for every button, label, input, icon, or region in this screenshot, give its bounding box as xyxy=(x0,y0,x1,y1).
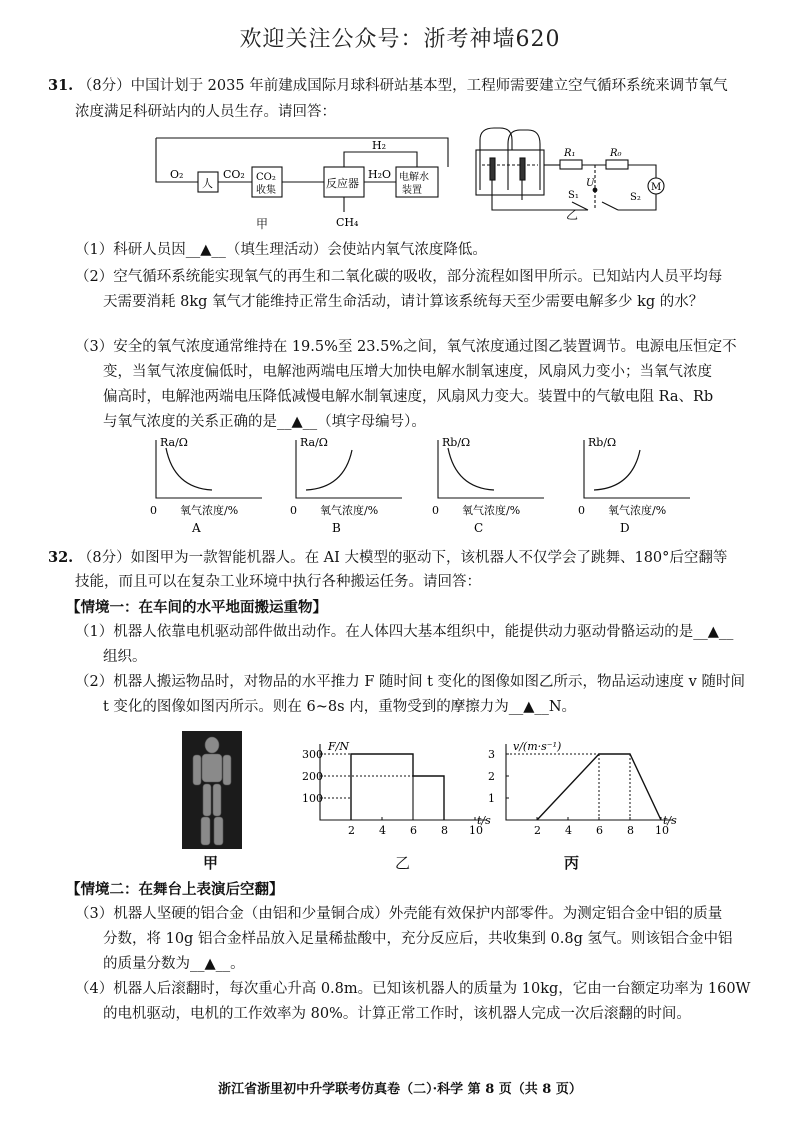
circuit-diagram-yi xyxy=(468,120,678,220)
caption-yi: 乙 xyxy=(395,854,411,872)
q31-part2-line2: 天需要消耗 8kg 氧气才能维持正常生命活动，请计算该系统每天至少需要电解多少 kg 的水？ xyxy=(103,294,704,310)
axes xyxy=(320,744,487,820)
q32-part1-line1: （1）机器人依靠电机驱动部件做出动作。在人体四大基本组织中，能提供动力驱动骨骼运动的是__▲__ xyxy=(75,624,734,640)
option-letter: A xyxy=(192,521,201,535)
motor-symbol: M xyxy=(651,182,662,193)
option-graph-B xyxy=(290,436,410,536)
question-text: （8分）如图甲为一款智能机器人。在 AI 大模型的驱动下，该机器人不仅学会了跳舞、180°后空翻等 xyxy=(77,550,728,566)
q31-part3-line1: （3）安全的氧气浓度通常维持在 19.5%至 23.5%之间，氧气浓度通过图乙装置调节。电源电压恒定不 xyxy=(75,339,737,355)
question-31-intro-2: 浓度满足科研站内的人员生存。请回答： xyxy=(75,104,336,120)
x-tick-label: 10 xyxy=(469,824,483,837)
caption-jia: 甲 xyxy=(203,854,219,872)
x-tick-label: 8 xyxy=(627,824,634,837)
robot-photo xyxy=(182,731,242,849)
box-reactor: 反应器 xyxy=(326,177,359,190)
y-tick-label: 2 xyxy=(488,770,495,783)
label-u: U xyxy=(586,178,595,189)
q32-part1-line2: 组织。 xyxy=(103,649,147,665)
page-header: 欢迎关注公众号：浙考神墙620 xyxy=(239,27,561,52)
label-r0: R₀ xyxy=(610,148,622,159)
label-r1: R₁ xyxy=(564,148,576,159)
q31-part2-line1: （2）空气循环系统能实现氧气的再生和二氧化碳的吸收，部分流程如图甲所示。已知站内人员平均每 xyxy=(75,269,723,285)
x-tick-label: 4 xyxy=(379,824,386,837)
scene-1: 【情境一：在车间的水平地面搬运重物】 xyxy=(66,599,327,616)
option-letter: C xyxy=(474,521,484,535)
x-tick-label: 8 xyxy=(441,824,448,837)
question-number: 31. xyxy=(48,77,74,94)
label-s2: S₂ xyxy=(630,192,641,203)
y-axis-label: Ra/Ω xyxy=(300,436,328,449)
label-o2: O₂ xyxy=(170,168,184,181)
y-axis-label: F/N xyxy=(328,740,349,753)
q32-part2-line2: t 变化的图像如图丙所示。则在 6~8s 内，重物受到的摩擦力为__▲__N。 xyxy=(103,699,577,715)
box-electrolysis-1: 电解水 xyxy=(399,172,429,183)
scene-2: 【情境二：在舞台上表演后空翻】 xyxy=(66,881,284,898)
x-axis-label: 氧气浓度/% xyxy=(462,504,521,517)
option-letter: B xyxy=(332,521,341,535)
q31-part3-line3: 偏高时，电解池两端电压降低减慢电解水制氧速度，风扇风力变大。装置中的气敏电阻 Ra、Rb xyxy=(103,389,714,405)
y-tick-label: 100 xyxy=(302,792,323,805)
question-number: 32. xyxy=(48,549,74,566)
x-axis-label: t/s xyxy=(477,814,491,827)
x-tick-label: 6 xyxy=(410,824,417,837)
label-h2: H₂ xyxy=(372,139,387,152)
x-axis-label: 氧气浓度/% xyxy=(320,504,379,517)
curve-increasing xyxy=(306,450,352,490)
box-person: 人 xyxy=(202,177,213,190)
option-graph-C xyxy=(432,436,552,536)
question-text: （8分）中国计划于 2035 年前建成国际月球科研站基本型，工程师需要建立空气循环系统来调节氧气 xyxy=(77,78,728,94)
q32-part4-line2: 的电机驱动，电机的工作效率为 80%。计算正常工作时，该机器人完成一次后滚翻的时间。 xyxy=(103,1006,691,1022)
box-co2-collect-1: CO₂ xyxy=(256,172,276,183)
chart-velocity-time xyxy=(486,738,686,850)
box-co2-collect-2: 收集 xyxy=(256,185,276,196)
label-s1: S₁ xyxy=(568,190,579,201)
y-axis-label: v/(m·s⁻¹) xyxy=(513,740,562,753)
chart-force-time xyxy=(300,738,500,850)
q32-part3-line2: 分数，将 10g 铝合金样品放入足量稀盐酸中，充分反应后，共收集到 0.8g 氢气。则该铝合金中铝 xyxy=(103,931,733,947)
q31-part3-line2: 变，当氧气浓度偏低时，电解池两端电压增大加快电解水制氧速度，风扇风力变小；当氧气浓度 xyxy=(103,364,712,380)
q31-part3-line4: 与氧气浓度的关系正确的是__▲__（填字母编号）。 xyxy=(103,414,426,430)
y-axis-label: Ra/Ω xyxy=(160,436,188,449)
caption-jia: 甲 xyxy=(256,217,269,231)
y-axis-label: Rb/Ω xyxy=(588,436,617,449)
q32-part2-line1: （2）机器人搬运物品时，对物品的水平推力 F 随时间 t 变化的图像如图乙所示，物品运动速度 v 随时间 xyxy=(75,674,745,690)
curve-increasing xyxy=(594,450,640,490)
y-tick-label: 300 xyxy=(302,748,323,761)
caption-bing: 丙 xyxy=(564,854,580,872)
q32-part3-line3: 的质量分数为__▲__。 xyxy=(103,956,245,972)
q31-part1: （1）科研人员因__▲__（填生理活动）会使站内氧气浓度降低。 xyxy=(75,242,487,258)
question-32-intro xyxy=(48,544,727,572)
y-axis-label: Rb/Ω xyxy=(442,436,471,449)
page-footer: 浙江省浙里初中升学联考仿真卷（二）·科学 第 8 页（共 8 页） xyxy=(218,1082,582,1097)
label-co2: CO₂ xyxy=(223,168,245,181)
x-tick-label: 6 xyxy=(596,824,603,837)
label-h2o: H₂O xyxy=(368,168,392,181)
option-graph-D xyxy=(578,436,698,536)
x-tick-label: 10 xyxy=(655,824,669,837)
option-graph-A xyxy=(150,436,270,536)
q32-part4-line1: （4）机器人后滚翻时，每次重心升高 0.8m。已知该机器人的质量为 10kg，它由一台额定功率为 160W xyxy=(75,981,751,997)
origin-label: 0 xyxy=(432,504,439,517)
axes xyxy=(506,744,673,820)
y-tick-label: 200 xyxy=(302,770,323,783)
option-letter: D xyxy=(620,521,630,535)
flow-diagram-jia xyxy=(150,132,450,232)
x-tick-label: 2 xyxy=(534,824,541,837)
y-tick-label: 1 xyxy=(488,792,495,805)
q32-part3-line1: （3）机器人坚硬的铝合金（由铝和少量铜合成）外壳能有效保护内部零件。为测定铝合金中铝的质量 xyxy=(75,906,723,922)
x-tick-label: 4 xyxy=(565,824,572,837)
force-series-line xyxy=(351,754,444,820)
caption-yi: 乙 xyxy=(566,208,579,222)
origin-label: 0 xyxy=(290,504,297,517)
x-axis-label: 氧气浓度/% xyxy=(608,504,667,517)
origin-label: 0 xyxy=(150,504,157,517)
x-axis-label: t/s xyxy=(663,814,677,827)
x-tick-label: 2 xyxy=(348,824,355,837)
question-31-intro xyxy=(48,72,728,100)
y-tick-label: 3 xyxy=(488,748,495,761)
curve-decreasing xyxy=(166,448,212,490)
box-electrolysis-2: 装置 xyxy=(402,185,422,196)
x-axis-label: 氧气浓度/% xyxy=(180,504,239,517)
curve-decreasing xyxy=(448,448,494,490)
origin-label: 0 xyxy=(578,504,585,517)
label-ch4: CH₄ xyxy=(336,216,359,229)
question-32-intro-2: 技能，而且可以在复杂工业环境中执行各种搬运任务。请回答： xyxy=(75,574,481,590)
